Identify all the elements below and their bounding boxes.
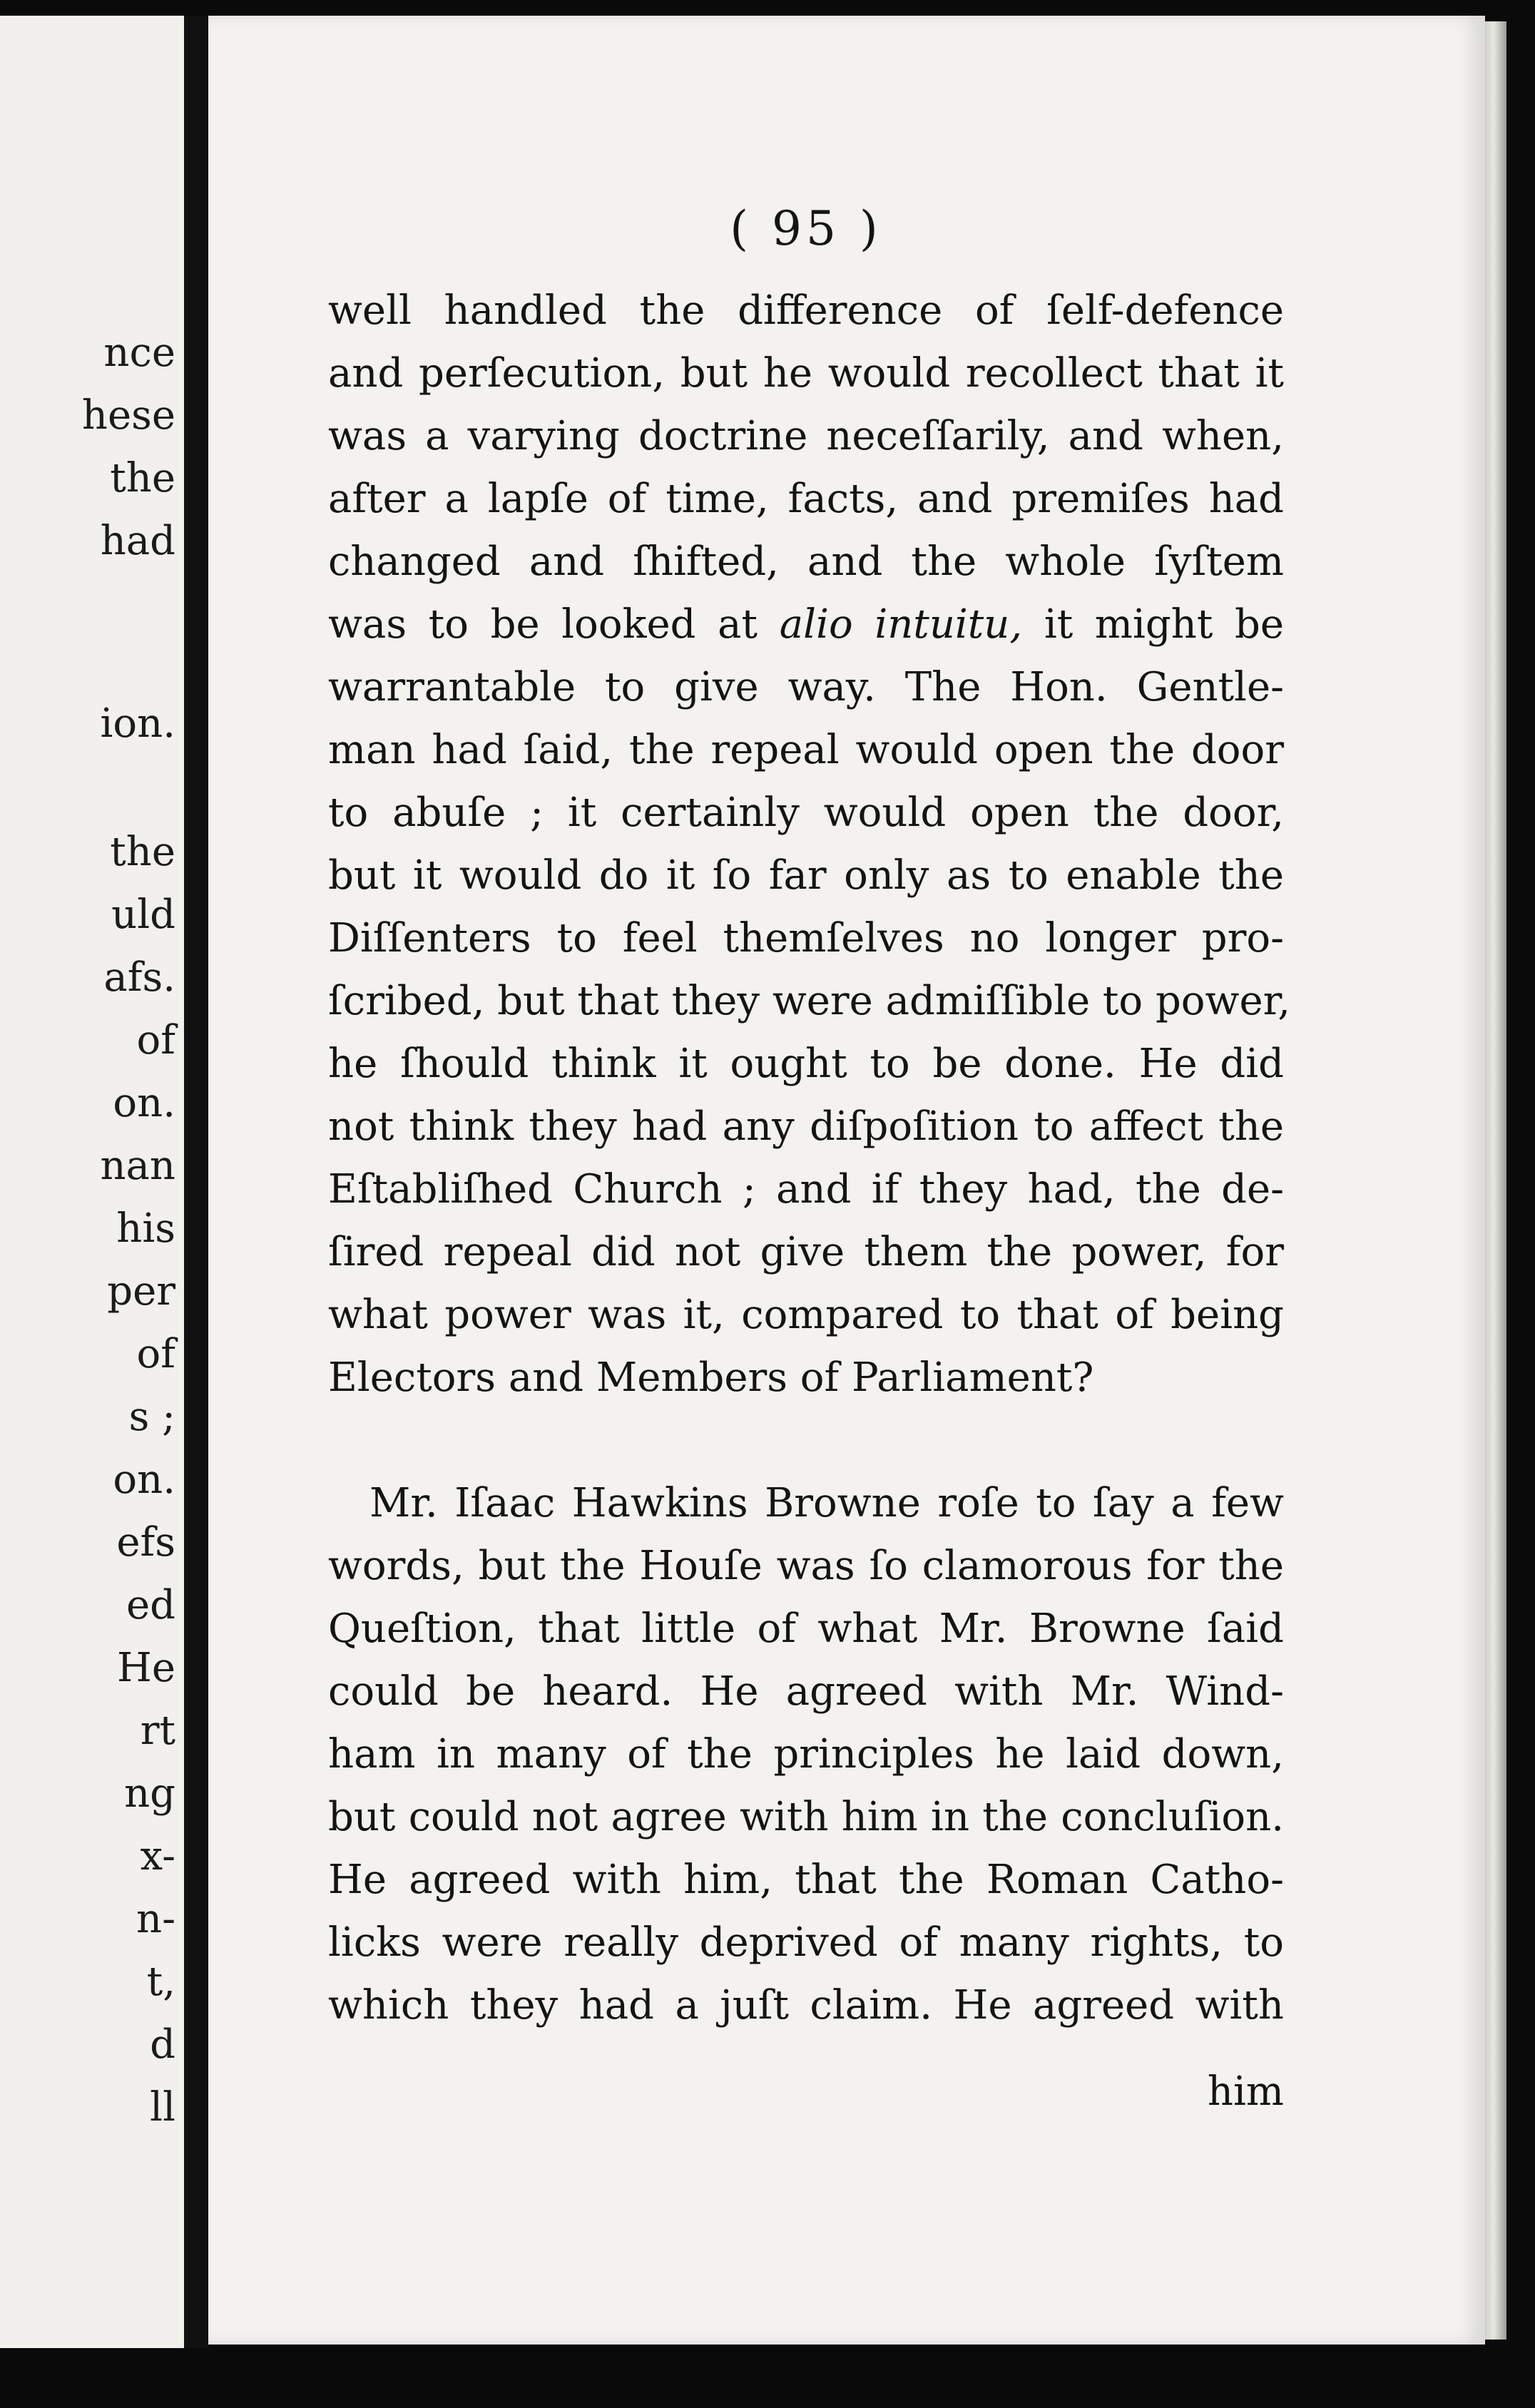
text-line: Queſtion, that little of what Mr. Browne ſaid (328, 1606, 1284, 1652)
text-line: but could not agree with him in the concluſion. (328, 1794, 1284, 1840)
facing-page-line: ion. (100, 700, 175, 747)
text-line: He agreed with him, that the Roman Catho- (328, 1857, 1284, 1903)
body-text (328, 280, 1291, 2037)
facing-page-line: x- (140, 1833, 175, 1879)
text-line (328, 593, 1284, 656)
text-line: Electors and Members of Parliament? (328, 1354, 1094, 1401)
facing-page-fragment (0, 16, 184, 2348)
text-line: and perſecution, but he would recollect that it (328, 350, 1284, 397)
catchword: him (1207, 2068, 1284, 2115)
facing-page-line: his (116, 1205, 175, 1252)
facing-page-line: of (136, 1017, 175, 1063)
text-line: what power was it, compared to that of being (328, 1292, 1284, 1338)
facing-page-line: rt (140, 1708, 175, 1754)
facing-page-line: per (107, 1268, 175, 1315)
facing-page-line: uld (111, 892, 175, 938)
text-line: warrantable to give way. The Hon. Gentle- (328, 664, 1284, 710)
text-line: was a varying doctrine neceſſarily, and when, (328, 413, 1284, 459)
text-line: to abuſe ; it certainly would open the door, (328, 790, 1284, 836)
facing-page-line: He (117, 1645, 175, 1691)
facing-page-line: nce (103, 330, 175, 376)
facing-page-line: efs (116, 1519, 175, 1566)
facing-page-line: ed (126, 1582, 175, 1628)
page-edge (1485, 21, 1506, 2340)
text-line: Mr. Iſaac Hawkins Browne roſe to ſay a few (369, 1480, 1284, 1526)
text-line: but it would do it ſo far only as to enable the (328, 852, 1284, 899)
facing-page-line: the (110, 455, 175, 501)
facing-page-line: afs. (103, 954, 175, 1001)
text-line: words, but the Houſe was ſo clamorous for the (328, 1543, 1284, 1589)
italic-phrase: alio intuitu, (779, 601, 1023, 648)
text-line: changed and ſhifted, and the whole ſyſtem (328, 539, 1284, 585)
text-fragment: it might be (1044, 601, 1284, 648)
text-line: which they had a juſt claim. He agreed with (328, 1982, 1284, 2029)
text-line: ſired repeal did not give them the power, for (328, 1229, 1284, 1275)
facing-page-line: on. (113, 1080, 175, 1126)
text-line: he ſhould think it ought to be done. He did (328, 1041, 1284, 1087)
facing-page-line: d (150, 2021, 175, 2068)
text-line: man had ſaid, the repeal would open the door (328, 727, 1284, 773)
text-line: Eſtabliſhed Church ; and if they had, the de- (328, 1166, 1284, 1213)
book-gutter (184, 16, 208, 2348)
text-line: could be heard. He agreed with Mr. Wind- (328, 1668, 1284, 1715)
text-line: after a lapſe of time, facts, and premiſes had (328, 476, 1284, 522)
facing-page-line: hese (81, 392, 175, 439)
facing-page-line: ng (124, 1770, 175, 1817)
text-line: licks were really deprived of many rights, to (328, 1919, 1284, 1966)
facing-page-line: n- (136, 1896, 175, 1942)
text-line: not think they had any diſpoſition to affect the (328, 1103, 1284, 1150)
facing-page-line: t, (146, 1959, 175, 2005)
text-line: ham in many of the principles he laid down, (328, 1731, 1284, 1777)
page-number: ( 95 ) (730, 201, 882, 256)
facing-page-line: on. (113, 1456, 175, 1503)
facing-page-line: had (100, 518, 175, 564)
facing-page-line: of (136, 1331, 175, 1377)
facing-page-line: s ; (128, 1394, 175, 1440)
text-line: Diſſenters to feel themſelves no longer pro- (328, 915, 1284, 961)
facing-page-line: the (110, 829, 175, 875)
text-fragment: was to be looked at (328, 601, 758, 648)
facing-page-line: ll (150, 2084, 175, 2131)
paragraph-gap (328, 1409, 1284, 1472)
text-line: ſcribed, but that they were admiſſible to power, (328, 978, 1291, 1024)
text-line: well handled the difference of ſelf-defence (328, 287, 1284, 334)
facing-page-line: nan (100, 1143, 175, 1189)
